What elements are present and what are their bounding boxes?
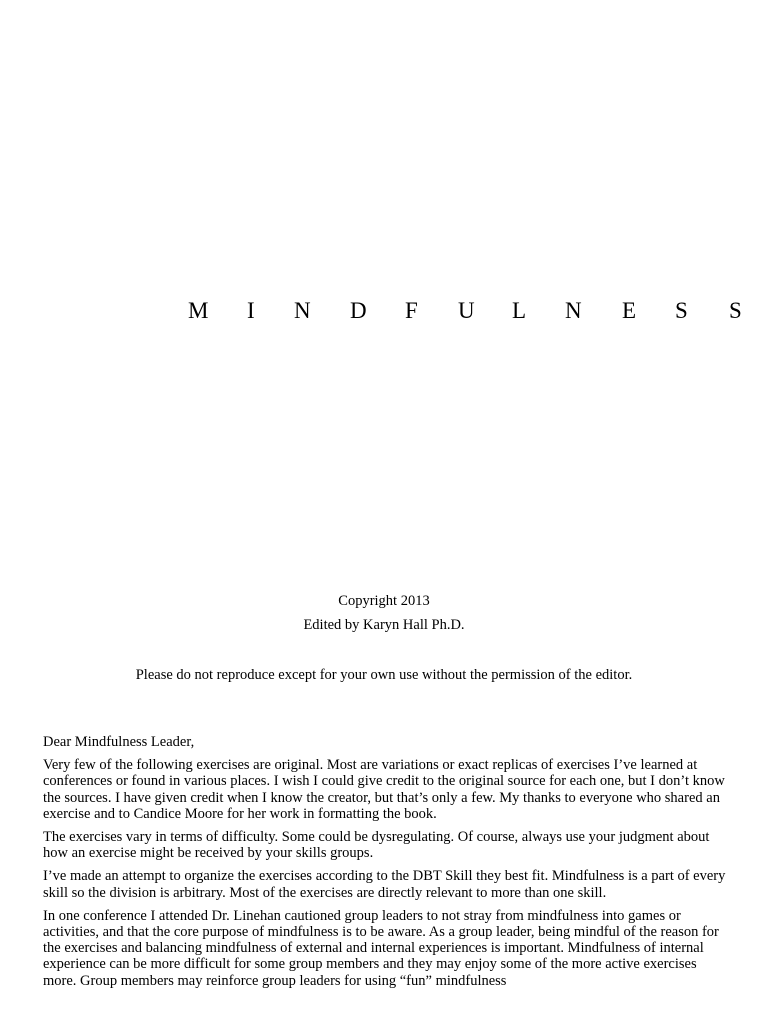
title-letter: D xyxy=(350,298,367,323)
copyright-line: Copyright 2013 xyxy=(338,593,430,609)
title-letter: F xyxy=(405,298,418,323)
title-letter: E xyxy=(622,298,637,323)
letter-paragraph: Very few of the following exercises are original. Most are variations or exact replicas of exercises I’ve learned at conferences or found in various places. I wish I could give credit to the original source for each one, but I don’t know the sources. I have given credit when I know the creator, but that’s only a few. My thanks to everyone who shared an exercise and to Candice Moore for her work in formatting the book. xyxy=(43,757,725,822)
title-letter: L xyxy=(512,298,527,323)
title-letter: U xyxy=(458,298,475,323)
letter-paragraph: I’ve made an attempt to organize the exercises according to the DBT Skill they best fit. Mindfulness is a part of every skill so the division is arbitrary. Most of the exercises are directly relevant to more than one skill. xyxy=(43,868,726,901)
editor-line: Edited by Karyn Hall Ph.D. xyxy=(303,617,465,633)
title-letter: I xyxy=(247,298,255,323)
letter-paragraph: The exercises vary in terms of difficulty. Some could be dysregulating. Of course, always use your judgment about how an exercise might be received by your skills groups. xyxy=(43,829,710,862)
reproduction-notice: Please do not reproduce except for your own use without the permission of the editor. xyxy=(135,667,633,683)
document-title xyxy=(0,296,768,326)
letter-greeting: Dear Mindfulness Leader, xyxy=(43,734,195,750)
title-letter: N xyxy=(294,298,311,323)
letter-body xyxy=(43,734,733,996)
title-letter: S xyxy=(675,298,688,323)
title-letter: S xyxy=(729,298,742,323)
title-letter: M xyxy=(188,298,209,323)
letter-paragraph: In one conference I attended Dr. Linehan cautioned group leaders to not stray from mindfulness into games or activities, and that the core purpose of mindfulness is to be aware. As a group leader, being mindful of the reason for the exercises and balancing mindfulness of external and internal experiences is important. Mindfulness of internal experience can be more difficult for some group members and they may enjoy some of the more active exercises more. Group members may reinforce group leaders for using “fun” mindfulness xyxy=(43,907,719,989)
title-letter: N xyxy=(565,298,582,323)
